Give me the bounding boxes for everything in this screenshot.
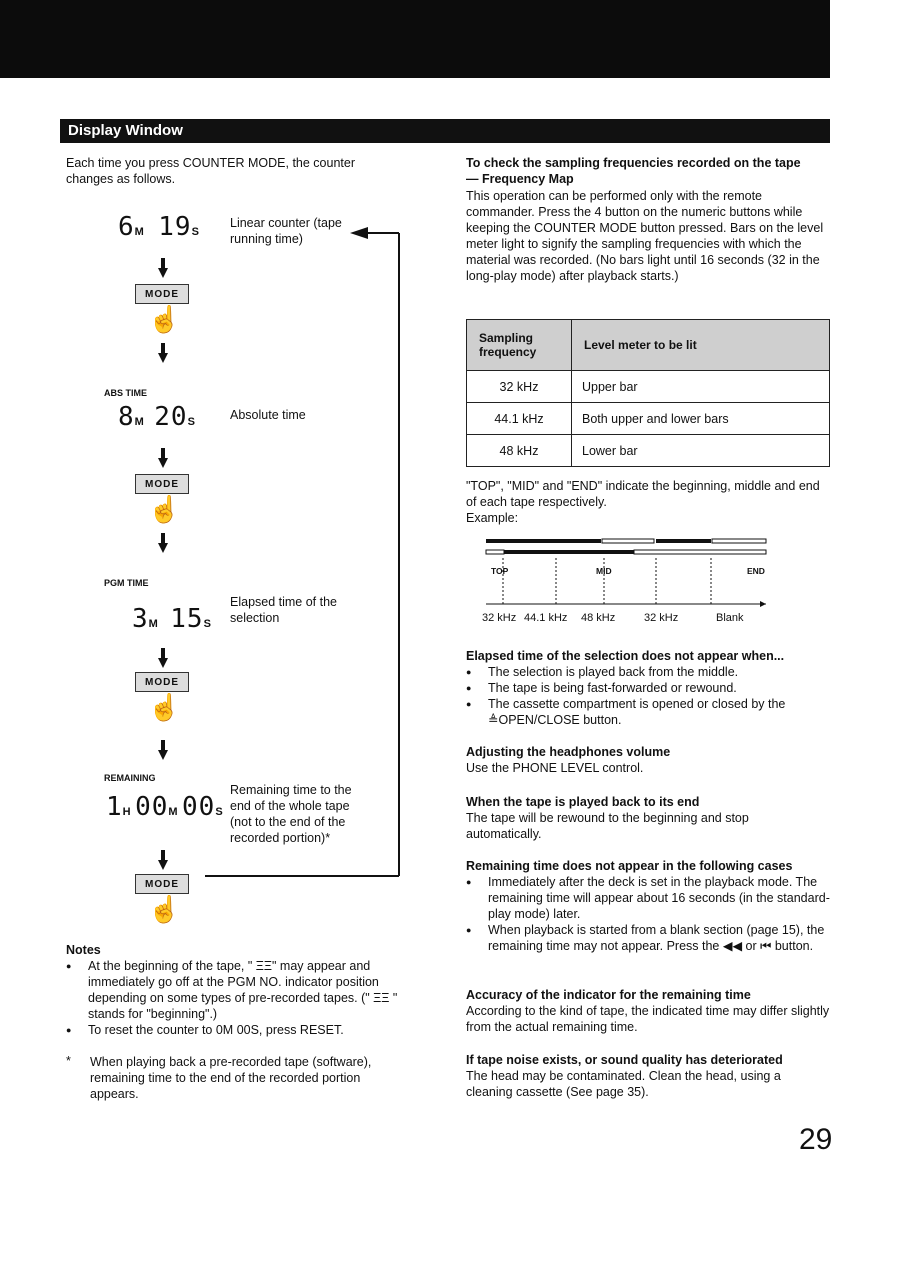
arrow-down-icon: [158, 533, 168, 553]
display-desc: Remaining time to the end of the whole tape (not to the end of the recorded portion)*: [230, 783, 352, 845]
display-pgm: 3M 15S: [132, 604, 211, 634]
section-heading: Adjusting the headphones volume: [466, 745, 671, 759]
bullet-item: ● The tape is being fast-forwarded or rewound.: [466, 680, 831, 696]
range-label: Blank: [716, 612, 744, 624]
top-mid-end-text: "TOP", "MID" and "END" indicate the beginning, middle and end of each tape respectively.: [466, 479, 820, 509]
section-heading: Remaining time does not appear in the following cases: [466, 859, 793, 873]
note-item: ● To reset the counter to 0M 00S, press RESET.: [66, 1022, 411, 1038]
arrow-down-icon: [158, 258, 168, 278]
marker-mid: MID: [596, 566, 612, 576]
table-row: 32 kHz Upper bar: [467, 371, 830, 403]
press-finger-icon: ☝: [148, 692, 181, 722]
section-heading: If tape noise exists, or sound quality has deteriorated: [466, 1053, 783, 1067]
section-body: According to the kind of tape, the indicated time may differ slightly from the actual remaining time.: [466, 1004, 830, 1034]
press-finger-icon: ☝: [148, 894, 181, 924]
press-finger-icon: ☝: [148, 304, 181, 334]
level-meter-diagram: [476, 534, 776, 622]
bullet-item: ● The selection is played back from the middle.: [466, 664, 831, 680]
freq-map-heading: To check the sampling frequencies recorded on the tape — Frequency Map: [466, 156, 801, 186]
arrow-down-icon: [158, 343, 168, 363]
arrow-down-icon: [158, 448, 168, 468]
example-label: Example:: [466, 511, 519, 525]
top-black-band: [0, 0, 830, 78]
display-desc: Absolute time: [230, 408, 306, 422]
abs-time-label: ABS TIME: [104, 388, 148, 398]
table-header: Sampling frequency: [467, 320, 572, 371]
mode-button[interactable]: MODE: [135, 474, 189, 494]
mode-button[interactable]: MODE: [135, 284, 189, 304]
remaining-label: REMAINING: [104, 773, 156, 783]
press-finger-icon: ☝: [148, 494, 181, 524]
bullet-item: ● Immediately after the deck is set in the playback mode. The remaining time will appear about 16 seconds (in the standard-play mode) later.: [466, 874, 831, 922]
section-body: The tape will be rewound to the beginning and stop automatically.: [466, 811, 749, 841]
return-loop-line: [200, 225, 405, 885]
section-title: Display Window: [60, 119, 830, 143]
bullet-item: ● When playback is started from a blank section (page 15), the remaining time may not appear. Press the ◀◀ or ⏮ button.: [466, 922, 831, 954]
arrow-down-icon: [158, 740, 168, 760]
page-number: 29: [799, 1123, 833, 1156]
notes-heading: Notes: [66, 943, 101, 957]
bullet-item: ● The cassette compartment is opened or closed by the ≜OPEN/CLOSE button.: [466, 696, 831, 728]
display-abs: 8M 20S: [118, 402, 195, 432]
mode-button[interactable]: MODE: [135, 672, 189, 692]
display-remaining: 1H 00M 00S: [106, 792, 223, 822]
section-bullets: [466, 874, 831, 954]
range-label: 32 kHz: [644, 612, 679, 624]
pgm-time-label: PGM TIME: [104, 578, 149, 588]
footnote: When playing back a pre-recorded tape (software), remaining time to the end of the recorded portion appears.: [90, 1055, 372, 1101]
range-label: 44.1 kHz: [524, 612, 568, 624]
arrow-down-icon: [158, 648, 168, 668]
frequency-table: [466, 319, 830, 467]
section-heading: Elapsed time of the selection does not appear when...: [466, 649, 785, 663]
table-row: 44.1 kHz Both upper and lower bars: [467, 403, 830, 435]
freq-map-body: This operation can be performed only with the remote commander. Press the 4 button on the numeric buttons while keeping the COUNTER MODE button pressed. Bars on the level meter light to signify the sampling frequencies with which the material was recorded. (No bars light until 16 seconds (32 in the long-play mode) after playback starts.): [466, 189, 824, 283]
arrow-down-icon: [158, 850, 168, 870]
section-body: Use the PHONE LEVEL control.: [466, 761, 644, 775]
marker-end: END: [747, 566, 765, 576]
range-label: 32 kHz: [482, 612, 517, 624]
table-row: 48 kHz Lower bar: [467, 435, 830, 467]
section-bullets: [466, 664, 831, 728]
range-label: 48 kHz: [581, 612, 616, 624]
marker-top: TOP: [491, 566, 509, 576]
notes-list: [66, 958, 411, 1038]
section-body: The head may be contaminated. Clean the head, using a cleaning cassette (See page 35).: [466, 1069, 781, 1099]
display-linear: 6M 19S: [118, 212, 199, 242]
display-desc: Linear counter (tape running time): [230, 216, 342, 246]
section-heading: Accuracy of the indicator for the remaining time: [466, 988, 751, 1002]
mode-button[interactable]: MODE: [135, 874, 189, 894]
asterisk: *: [66, 1054, 71, 1068]
display-desc: Elapsed time of the selection: [230, 595, 338, 625]
section-heading: When the tape is played back to its end: [466, 795, 700, 809]
intro-text: Each time you press COUNTER MODE, the counter changes as follows.: [66, 156, 355, 186]
table-header: Level meter to be lit: [572, 320, 830, 371]
note-item: ● At the beginning of the tape, " ΞΞ" may appear and immediately go off at the PGM NO. indicator position depending on some types of pre-recorded tapes. (" ΞΞ " stands for "beginning".): [66, 958, 411, 1022]
